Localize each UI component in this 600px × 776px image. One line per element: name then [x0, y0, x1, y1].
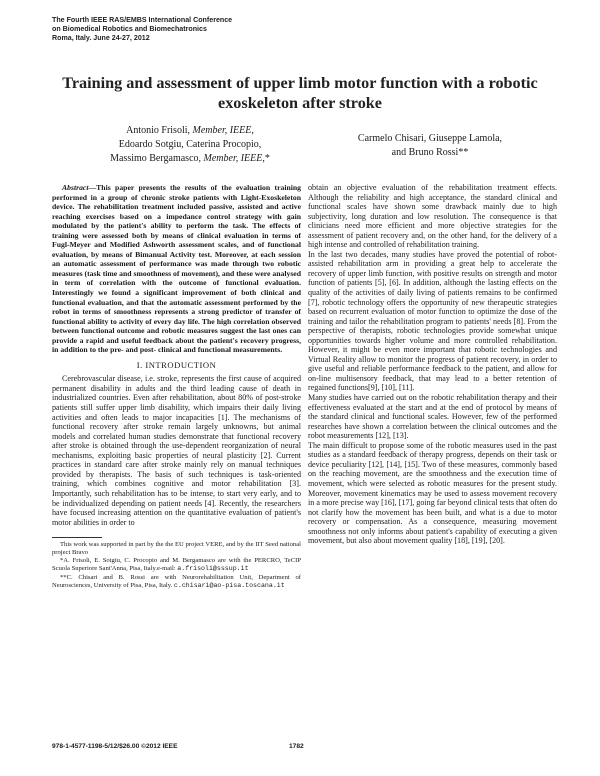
body-paragraph: In the last two decades, many studies have proved the potential of robot-assisted rehabilitation arm in providing a great help to accelerate the recovery of upper limb function, with positive results on strength and motor function of patients [5], [6]. In addition, although the lasting effects on the quality of the activities of daily living of patients remains to be confirmed [7], robotic technology offers the opportunity of new therapeutic strategies based on recurrent evaluation of motor function to optimize the dose of the training and tailor the rehabilitation program to patients' needs [8]. From the perspective of therapists, robotic technologies provide somewhat unique opportunities towards higher volume and more controlled rehabilitation. However, it might be even more important that robotic technologies and Virtual Reality allow to monitor the progress of patient recovery, in order to give useful and reliable performance feedback to the patient, and allow for on-line multisensory feedback, that may lead to a better retention of regained functions[9], [10], [11]. [308, 249, 557, 393]
left-column [52, 183, 301, 590]
author-line: Antonio Frisoli, Member, IEEE, [126, 125, 254, 136]
title-line: exoskeleton after stroke [218, 94, 382, 112]
conference-line: Roma, Italy. June 24-27, 2012 [52, 34, 150, 42]
footer-isbn: 978-1-4577-1198-5/12/$26.00 ©2012 IEEE [52, 743, 178, 750]
intro-paragraph: Cerebrovascular disease, i.e. stroke, represents the first cause of acquired permanent disability in adults and the third leading cause of death in industrialized countries. Even after rehabilitation, about 80% of post-stroke patients still suffer upper limb disability, which impairs their daily living activities and often leads to major incapacities [1]. The mechanisms of functional recovery after stroke remain largely unknowns, but animal models and correlated human studies demonstrate that functional recovery after stroke is obtained through the use-dependent reorganization of neural mechanisms, exploiting basic properties of neural plasticity [2]. Current practices in standard care after stroke mainly rely on manual techniques provided by therapists. The basis of such techniques is task-oriented training, which combines cognitive and motor rehabilitation [3]. Importantly, such rehabilitation has to be intense, to start very early, and to be individualized depending on patient needs [4]. Recently, the researchers have focused increasing attention on the quantitative evaluation of patient's motor abilities in order to [52, 374, 301, 527]
author-line: and Bruno Rossi** [391, 147, 469, 158]
conference-header [52, 16, 352, 43]
authors-right [330, 132, 530, 160]
title-line: Training and assessment of upper limb motor function with a robotic [62, 74, 538, 92]
authors-left [80, 124, 300, 166]
paper-title [30, 73, 570, 113]
footnote: This work was supported in part by the the EU project VERE, and by the IIT Seed national project Bravo [52, 541, 301, 557]
footnotes [52, 541, 301, 590]
abstract-text: —This paper presents the results of the evaluation training performed in a group of chronic stroke patients with Light-Exoskeleton device. The rehabilitation treatment included passive, assisted and active reaching exercises based on a impedance control strategy with gain modulated by the patient's ability to perform the task. The effects of training were assessed both by means of clinical evaluation in terms of Fugl-Meyer and Modified Ashworth assessment scales, and of functional evaluation, by means of Bimanual Activity test. Moreover, at each session an automatic assessment of performance was made through two robotic measures (task time and smoothness of movement), and these were analysed in term of correlation with the outcome of functional evaluation. Interestingly we found a significant improvement of both clinical and functional evaluation, and that the automatic assessment performed by the robot in terms of smoothness represents a strong predictor of transfer of functional ability to activity of every day life. The high correlation observed between functional outcome and robotic measures suggest the last ones can provide a rapid and useful feedback about the patient's recovery progress, in addition to the pre- and post- clinical and functional measurements. [52, 183, 301, 355]
footnote: **C. Chisari and B. Rossi are with Neurorehabilitation Unit, Department of Neurosciences, University of Pisa, Pisa, Italy. c.chisari@ao-pisa.toscana.it [52, 573, 301, 589]
abstract [52, 183, 301, 355]
abstract-label: Abstract [62, 183, 89, 192]
body-paragraph: obtain an objective evaluation of the rehabilitation treatment effects. Although the reliability and high acceptance, the standard clinical and functional scales have shown some drawback mainly due to high subjectivity, long duration and low resolution. The consequence is that clinicians need more efficient and more objective strategies for the assessment of patient recovery and, on the other hand, for the delivery of a high intense and controlled of rehabilitation training. [308, 183, 557, 250]
section-heading-introduction: I. INTRODUCTION [136, 359, 217, 370]
author-line: Massimo Bergamasco, Member, IEEE,* [110, 153, 270, 164]
conference-line: The Fourth IEEE RAS/EMBS International Conference [52, 16, 233, 24]
body-paragraph: Many studies have carried out on the robotic rehabilitation therapy and their effectiveness evaluated at the start and at the end of protocol by means of the standard clinical and functional scales. However, few of the performed researches have shown a correlation between the clinical outcomes and the robot measurements [12], [13]. [308, 393, 557, 441]
right-column [308, 183, 557, 546]
footnote: *A. Frisoli, E. Sotgiu, C. Procopio and M. Bergamasco are with the PERCRO, TeCIP Scuola Superiore Sant'Anna, Pisa, Italy.e-mail: a.frisoli@sssup.it [52, 557, 301, 573]
author-line: Carmelo Chisari, Giuseppe Lamola, [357, 133, 503, 144]
conference-line: on Biomedical Robotics and Biomechatronics [52, 25, 207, 33]
author-line: Edoardo Sotgiu, Caterina Procopio, [118, 139, 262, 150]
body-paragraph: The main difficult to propose some of the robotic measures used in the past studies as a standard feedback of therapy progress, depends on their task or device peculiarity [12], [14], [15]. Two of these measures, commonly based on the reaching movement, are the smoothness and the execution time of movement, which were selected as robotic measures for the present study. Moreover, movement kinematics may be used to assess movement recovery in a more precise way [16], [17], going far beyond clinical tests that often do not clarify how the movement has been built, and what is a due to motor recovery or compensation. As a consequence, measuring movement smoothness not only informs about patient's capability of executing a given movement, but also about movement quality [18], [19], [20]. [308, 440, 557, 546]
page-number: 1782 [289, 743, 304, 750]
footnote-divider [52, 537, 102, 538]
email-link[interactable]: a.frisoli@sssup.it [177, 565, 249, 573]
email-link[interactable]: c.chisari@ao-pisa.toscana.it [173, 581, 285, 589]
